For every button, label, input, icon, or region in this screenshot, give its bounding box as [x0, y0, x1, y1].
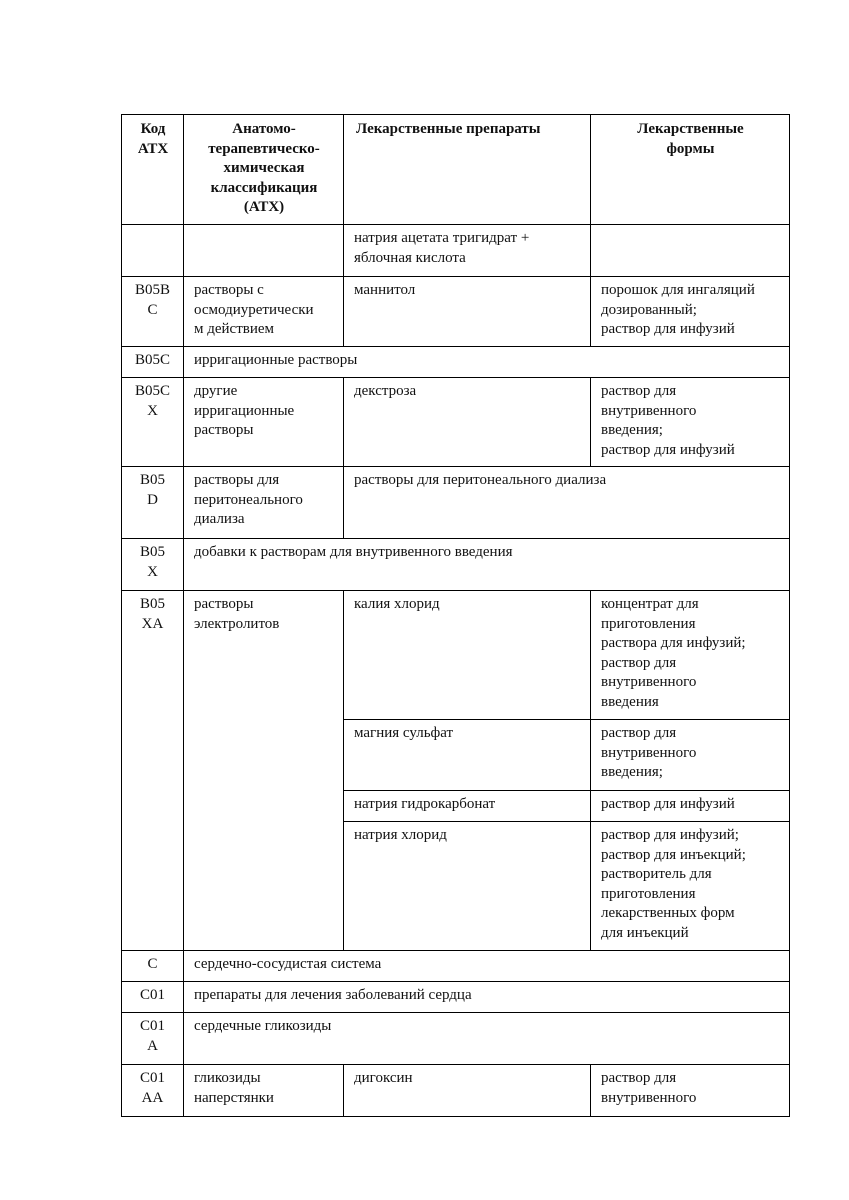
table-row: [122, 1065, 790, 1117]
atc-cell: ирригационные растворы: [184, 347, 790, 378]
form-cell: раствор для инфузий: [591, 791, 790, 822]
table-row: [122, 277, 790, 347]
form-cell: концентрат для приготовления раствора для инфузий; раствор для внутривенного введения: [591, 591, 790, 720]
table-row: [122, 591, 790, 720]
atc-cell: гликозиды наперстянки: [184, 1065, 344, 1117]
table-row: [122, 347, 790, 378]
table-row: [122, 225, 790, 277]
atc-cell: растворы электролитов: [184, 591, 344, 951]
table-row: [122, 951, 790, 982]
drug-cell: натрия гидрокарбонат: [344, 791, 591, 822]
atc-cell: добавки к растворам для внутривенного введения: [184, 539, 790, 591]
atc-cell: сердечно-сосудистая система: [184, 951, 790, 982]
code-cell: [122, 225, 184, 277]
code-cell: C: [122, 951, 184, 982]
atc-cell: растворы с осмодиуретически м действием: [184, 277, 344, 347]
code-cell: B05 XA: [122, 591, 184, 951]
code-cell: B05 D: [122, 467, 184, 539]
drug-cell: магния сульфат: [344, 720, 591, 791]
atc-cell: [184, 225, 344, 277]
form-cell: порошок для ингаляций дозированный; раствор для инфузий: [591, 277, 790, 347]
code-cell: C01 A: [122, 1013, 184, 1065]
drug-cell: натрия ацетата тригидрат + яблочная кислота: [344, 225, 591, 277]
atc-cell: растворы для перитонеального диализа: [184, 467, 344, 539]
form-cell: [591, 225, 790, 277]
code-cell: B05C: [122, 347, 184, 378]
form-cell: раствор для внутривенного введения; раствор для инфузий: [591, 378, 790, 467]
code-cell: C01 AA: [122, 1065, 184, 1117]
form-cell: раствор для внутривенного: [591, 1065, 790, 1117]
atc-cell: другие ирригационные растворы: [184, 378, 344, 467]
code-cell: B05 X: [122, 539, 184, 591]
form-cell: раствор для инфузий; раствор для инъекций; растворитель для приготовления лекарственных форм для инъекций: [591, 822, 790, 951]
code-cell: B05B C: [122, 277, 184, 347]
code-cell: B05C X: [122, 378, 184, 467]
atc-cell: сердечные гликозиды: [184, 1013, 790, 1065]
atc-drug-table: [121, 114, 790, 1117]
drug-cell: маннитол: [344, 277, 591, 347]
header-code: Код АТХ: [122, 115, 184, 225]
table-row: [122, 539, 790, 591]
header-drugs: Лекарственные препараты: [344, 115, 591, 225]
table-row: [122, 982, 790, 1013]
atc-cell: препараты для лечения заболеваний сердца: [184, 982, 790, 1013]
header-atc: Анатомо- терапевтическо- химическая классификация (АТХ): [184, 115, 344, 225]
drug-cell: растворы для перитонеального диализа: [344, 467, 790, 539]
drug-cell: декстроза: [344, 378, 591, 467]
form-cell: раствор для внутривенного введения;: [591, 720, 790, 791]
table-row: [122, 467, 790, 539]
drug-cell: калия хлорид: [344, 591, 591, 720]
table-row: [122, 378, 790, 467]
header-forms: Лекарственные формы: [591, 115, 790, 225]
table-row: [122, 1013, 790, 1065]
header-row: [122, 115, 790, 225]
drug-cell: натрия хлорид: [344, 822, 591, 951]
drug-cell: дигоксин: [344, 1065, 591, 1117]
code-cell: C01: [122, 982, 184, 1013]
